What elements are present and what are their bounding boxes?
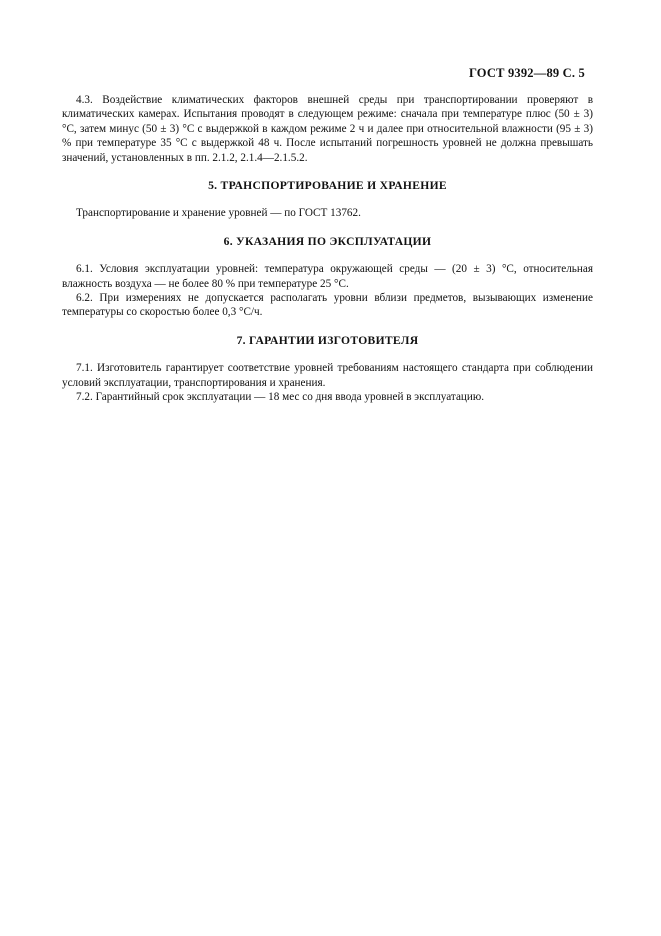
paragraph-4-3: 4.3. Воздействие климатических факторов внешней среды при транспортировании проверяют в климатических камерах. Испытания проводят в следующем режиме: сначала при температуре плюс (50 ± 3) °С, затем минус (50 ± 3) °С с выдержкой в каждом режиме 2 ч и далее при относительной влажности (95 ± 3) % при температуре 35 °С с выдержкой 48 ч. После испытаний погрешность уровней не должна превышать значений, установленных в пп. 2.1.2, 2.1.4—2.1.5.2. bbox=[62, 94, 593, 164]
section-5-title: 5. ТРАНСПОРТИРОВАНИЕ И ХРАНЕНИЕ bbox=[208, 179, 447, 193]
section-7-title: 7. ГАРАНТИИ ИЗГОТОВИТЕЛЯ bbox=[236, 333, 419, 347]
paragraph-7-2: 7.2. Гарантийный срок эксплуатации — 18 мес со дня ввода уровней в эксплуатацию. bbox=[76, 391, 485, 404]
section-6-title: 6. УКАЗАНИЯ ПО ЭКСПЛУАТАЦИИ bbox=[223, 234, 432, 248]
paragraph-6-1: 6.1. Условия эксплуатации уровней: температура окружающей среды — (20 ± 3) °С, относительная влажность воздуха — не более 80 % при температуре 25 °С. bbox=[62, 263, 593, 290]
document-body bbox=[62, 93, 593, 405]
paragraph-6-2: 6.2. При измерениях не допускается располагать уровни вблизи предметов, вызывающих изменение температуры со скоростью более 0,3 °С/ч. bbox=[62, 292, 593, 319]
paragraph-7-1: 7.1. Изготовитель гарантирует соответствие уровней требованиям настоящего стандарта при соблюдении условий эксплуатации, транспортирования и хранения. bbox=[62, 362, 593, 389]
page-header-doc-ref: ГОСТ 9392—89 С. 5 bbox=[468, 66, 585, 80]
paragraph-5: Транспортирование и хранение уровней — по ГОСТ 13762. bbox=[76, 207, 361, 220]
